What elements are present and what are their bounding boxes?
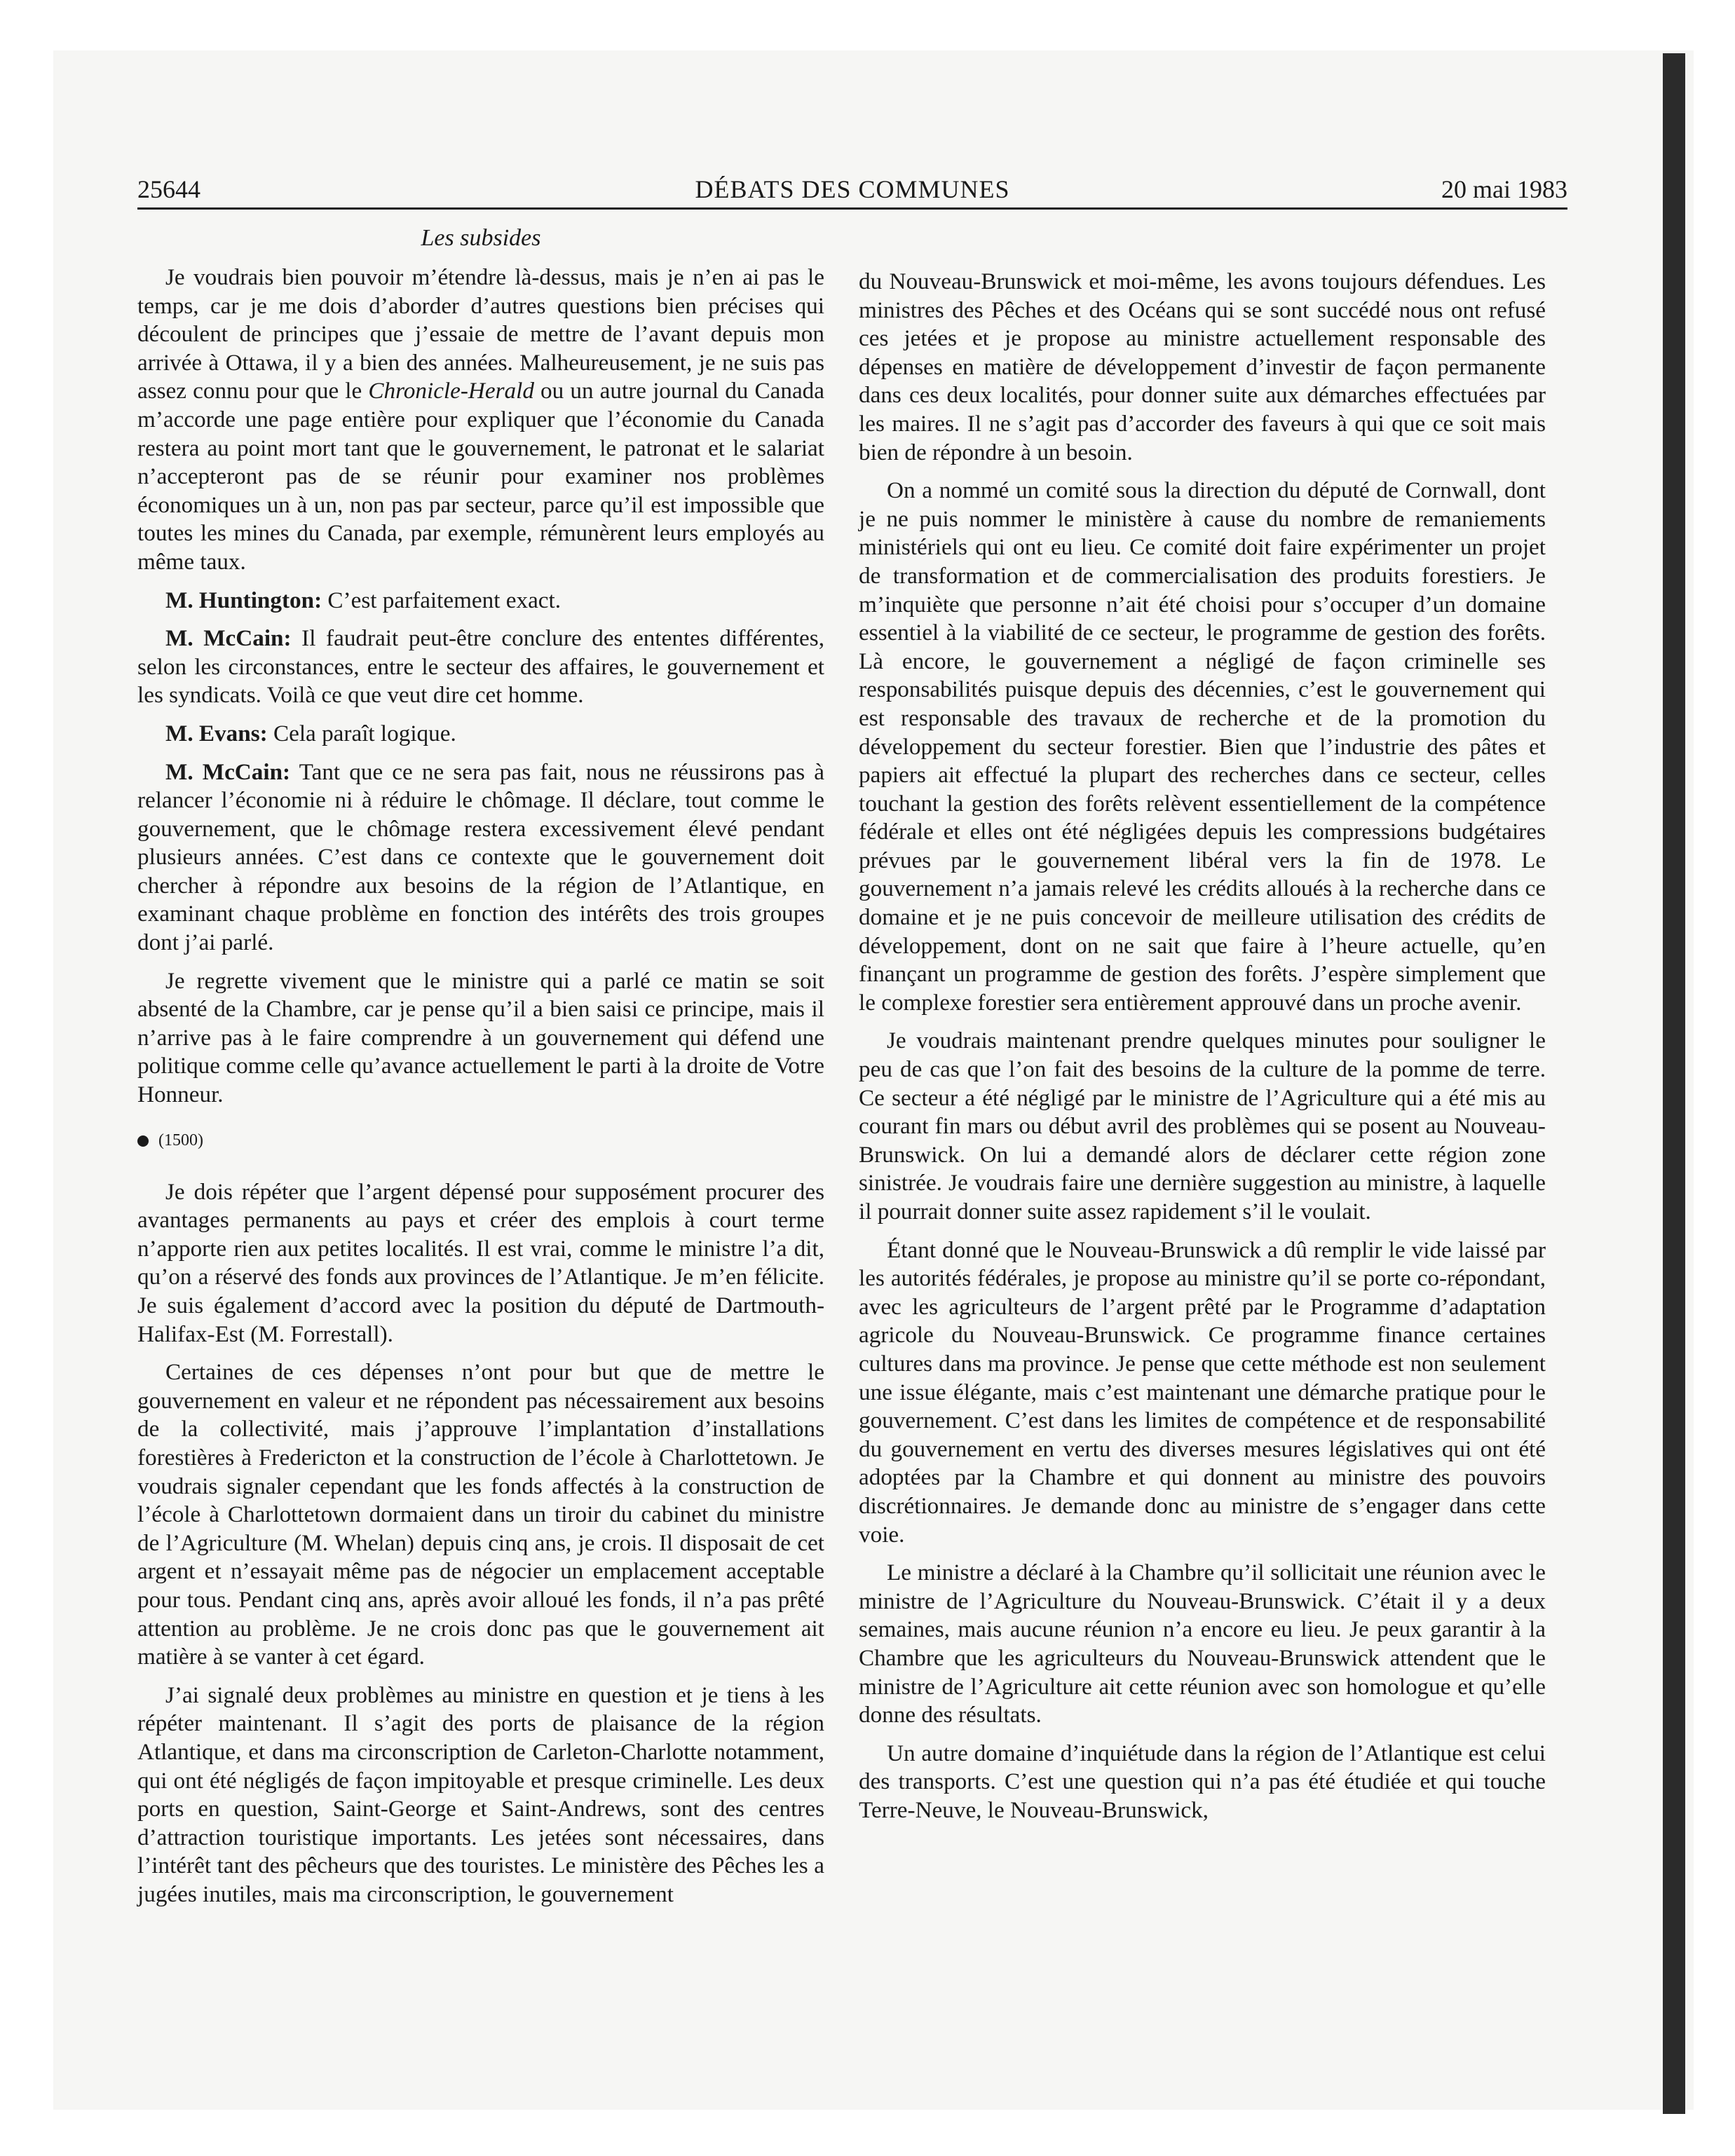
speech-evans [137,720,824,749]
publication-date: 20 mai 1983 [1441,175,1567,203]
page-number: 25644 [137,175,200,203]
time-marker-label: (1500) [158,1131,203,1149]
paragraph-regrette: Je regrette vivement que le ministre qui a parlé ce matin se soit absenté de la Chambre, car je pense qu’il a bien saisi ce principe, mais il n’arrive pas à le faire comprendre à un gouvernement qui défend une politique comme celle qu’avance actuellement le parti à la droite de Votre Honneur. [137,967,824,1108]
left-column [137,264,824,1909]
paragraph-intro [137,264,824,577]
bullet-icon [137,1135,149,1147]
paragraph-etant-donne: Étant donné que le Nouveau-Brunswick a dû remplir le vide laissé par les autorités fédérales, je propose au ministre qu’il se porte co-répondant, avec les agriculteurs de l’argent prêté par le Programme d’adaptation agricole du Nouveau-Brunswick. Ce programme finance certaines cultures dans ma province. Je pense que cette méthode est non seulement une issue élégante, mais c’est maintenant une démarche pratique pour le gouvernement. C’est dans les limites de compétence et de responsabilité du gouvernement en vertu des diverses mesures législatives qui ont été adoptées par la Chambre et qui donnent au ministre des pouvoirs discrétionnaires. Je demande donc au ministre de s’engager dans cette voie. [859,1236,1546,1548]
paragraph-pomme-de-terre: Je voudrais maintenant prendre quelques minutes pour souligner le peu de cas que l’on fait des besoins de la culture de la pomme de terre. Ce secteur a été négligé par le ministre de l’Agriculture qui a été mis au courant fin mars ou début avril des problèmes qui se posent au Nouveau-Brunswick. On lui a demandé alors de déclarer cette région zone sinistrée. Je voudrais faire une dernière suggestion au ministre, à laquelle il pourrait donner suite assez rapidement s’il le voulait. [859,1028,1546,1224]
time-marker [137,1126,824,1154]
paragraph-signale: J’ai signalé deux problèmes au ministre en question et je tiens à les répéter maintenant. Il s’agit des ports de plaisance de la région Atlantique, et dans ma circonscription de Carleton-Charlotte notamment, qui ont été négligés de façon impitoyable et presque criminelle. Les deux ports en question, Saint-George et Saint-Andrews, sont des centres d’attraction touristique importants. Les jetées sont nécessaires, dans l’intérêt tant des pêcheurs que des touristes. Le ministère des Pêches les a jugées inutiles, mais ma circonscription, le gouvernement [137,1681,824,1907]
newspaper-name: Chronicle-Herald [368,378,534,404]
speaker-name: M. Evans: [165,720,268,746]
speech-text: Tant que ce ne sera pas fait, nous ne réussirons pas à relancer l’économie ni à réduire le chômage. Il déclare, tout comme le gouvernement, que le chômage restera excessivement élevé pendant plusieurs années. C’est dans ce contexte que le gouvernement doit chercher à répondre aux besoins de la région de l’Atlantique, en examinant chaque problème en fonction des intérêts des trois groupes dont j’ai parlé. [137,758,825,956]
speech-text: Cela paraît logique. [267,720,456,746]
speech-text: C’est parfaitement exact. [322,587,562,613]
paragraph-comite: On a nommé un comité sous la direction du député de Cornwall, dont je ne puis nommer le ministère à cause du nombre de remaniements ministériels qui ont eu lieu. Ce comité doit faire expérimenter un projet de transformation et de commercialisation des produits forestiers. Je m’inquiète que personne n’ait été choisi pour s’occuper d’un domaine essentiel à la viabilité de ce secteur, le programme de gestion des forêts. Là encore, le gouvernement a négligé de façon criminelle ses responsabilités puisque depuis des décennies, c’est le gouvernement qui est responsable des travaux de recherche et de la promotion du développement du secteur forestier. Bien que l’industrie des pâtes et papiers ait effectué la plupart des recherches dans ce secteur, celles touchant la gestion des forêts relèvent essentiellement de la compétence fédérale et elles ont été négligées depuis les compressions budgétaires prévues par le gouvernement libéral vers la fin de 1978. Le gouvernement n’a jamais relevé les crédits alloués à la recherche dans ce domaine et je ne puis concevoir de meilleure utilisation des crédits de développement, dont on ne sait que faire à l’heure actuelle, qu’en finançant un programme de gestion des forêts. J’espère simplement que le complexe forestier sera entièrement approuvé dans un proche avenir. [859,477,1546,1016]
paragraph-certaines: Certaines de ces dépenses n’ont pour but que de mettre le gouvernement en valeur et ne répondent pas nécessairement aux besoins de la collectivité, mais j’approuve l’implantation d’installations forestières à Fredericton et la construction de l’école à Charlottetown. Je voudrais signaler cependant que les fonds affectés à la construction de l’école à Charlottetown dormaient dans un tiroir du cabinet du ministre de l’Agriculture (M. Whelan) depuis cinq ans, je crois. Il disposait de cet argent et n’essayait même pas de négocier un emplacement acceptable pour tous. Pendant cinq ans, après avoir alloué les fonds, il n’a pas prêté attention au problème. Je ne crois donc pas que le gouvernement ait matière à se vanter à cet égard. [137,1359,824,1670]
paragraph-continuation: du Nouveau-Brunswick et moi-même, les avons toujours défendues. Les ministres des Pêches et des Océans qui se sont succédé nous ont refusé ces jetées et je propose au ministre actuellement responsable des dépenses en matière de développement d’investir de façon permanente dans ces deux localités, pour donner suite aux démarches effectuées par les maires. Il ne s’agit pas d’accorder des faveurs à qui que ce soit mais bien de répondre à un besoin. [859,268,1546,465]
speaker-name: M. McCain: [165,758,291,785]
speech-text: Il faudrait peut-être conclure des ententes différentes, selon les circonstances, entre le secteur des affaires, le gouvernement et les syndicats. Voilà ce que veut dire cet homme. [137,625,824,709]
speech-mccain-1 [137,625,824,710]
speech-huntington [137,587,824,615]
paragraph-reunion: Le ministre a déclaré à la Chambre qu’il sollicitait une réunion avec le ministre de l’Agriculture du Nouveau-Brunswick. C’était il y a deux semaines, mais aucune réunion n’a encore eu lieu. Je peux garantir à la Chambre que les agriculteurs du Nouveau-Brunswick attendent que le ministre de l’Agriculture ait cette réunion avec son homologue et qu’elle donne des résultats. [859,1560,1546,1728]
paragraph-repeter: Je dois répéter que l’argent dépensé pour supposément procurer des avantages permanents au pays et créer des emplois à court terme n’apporte rien aux petites localités. Il est vrai, comme le ministre l’a dit, qu’on a réservé des fonds aux provinces de l’Atlantique. Je m’en félicite. Je suis également d’accord avec la position du député de Dartmouth-Halifax-Est (M. Forrestall). [137,1178,824,1347]
page-header [137,171,1567,210]
publication-title: DÉBATS DES COMMUNES [695,175,1010,203]
paragraph-transports: Un autre domaine d’inquiétude dans la région de l’Atlantique est celui des transports. C’est une question qui n’a pas été étudiée et qui touche Terre-Neuve, le Nouveau-Brunswick, [859,1740,1546,1823]
speech-mccain-2 [137,758,824,957]
right-column [859,268,1546,1824]
section-title: Les subsides [421,225,541,251]
scan-edge-shadow [1663,53,1685,2114]
paragraph-text: Je voudrais bien pouvoir m’étendre là-dessus, mais je n’en ai pas le temps, car je me dois d’aborder d’autres questions bien précises qui découlent de principes que j’essaie de mettre de l’avant depuis mon arrivée à Ottawa, il y a bien des années. Malheureusement, je ne suis pas assez connu pour que le [137,264,824,404]
speaker-name: M. McCain: [165,625,292,652]
speaker-name: M. Huntington: [165,587,322,613]
paragraph-text: ou un autre journal du Canada m’accorde une page entière pour expliquer que l’économie du Canada restera au point mort tant que le gouvernement, le patronat et le salariat n’accepteront pas de se réunir pour examiner nos problèmes économiques un à un, non pas par secteur, parce qu’il est impossible que toutes les mines du Canada, par exemple, rémunèrent leurs employés au même taux. [137,378,824,575]
